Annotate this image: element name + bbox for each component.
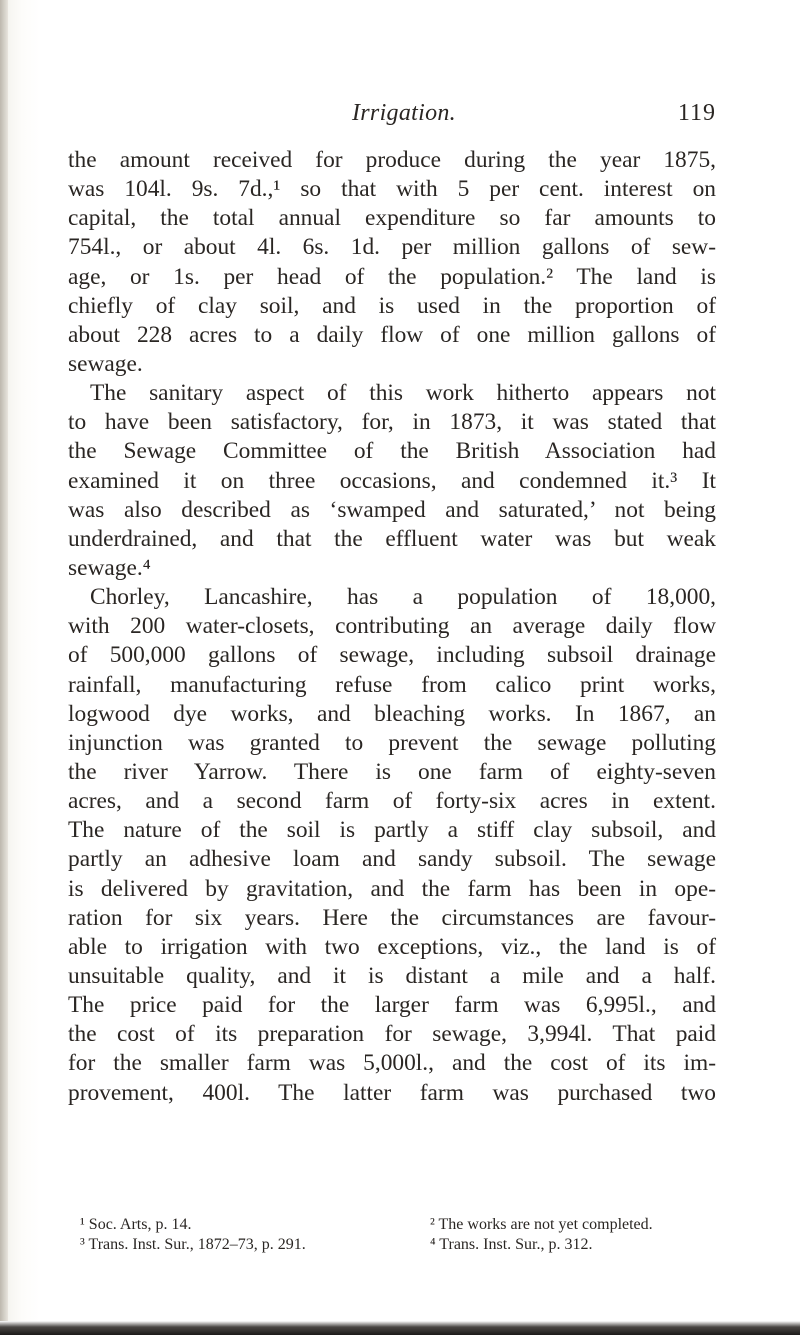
- footnote-2: ² The works are not yet completed.: [430, 1216, 653, 1233]
- text-line: ration for six years. Here the circumstances are favour-: [68, 904, 716, 931]
- text-line: 754l., or about 4l. 6s. 1d. per million gallons of sew-: [68, 234, 716, 261]
- text-line: underdrained, and that the effluent water was but weak: [68, 525, 716, 552]
- footnote-3: ³ Trans. Inst. Sur., 1872–73, p. 291.: [80, 1236, 306, 1253]
- text-line: with 200 water-closets, contributing an average daily flow: [68, 613, 716, 640]
- text-line: the amount received for produce during the year 1875,: [68, 147, 716, 173]
- text-line: is delivered by gravitation, and the farm has been in ope-: [68, 875, 716, 902]
- text-line: capital, the total annual expenditure so far amounts to: [68, 205, 716, 232]
- footnote-row: [80, 1235, 720, 1255]
- text-line: partly an adhesive loam and sandy subsoil. The sewage: [68, 846, 716, 873]
- text-line: sewage.: [68, 350, 143, 377]
- text-line: able to irrigation with two exceptions, viz., the land is of: [68, 933, 716, 960]
- text-line: for the smaller farm was 5,000l., and the cost of its im-: [68, 1050, 716, 1077]
- text-line: The price paid for the larger farm was 6,995l., and: [68, 992, 716, 1019]
- footnote-1: ¹ Soc. Arts, p. 14.: [80, 1216, 192, 1233]
- text-line: to have been satisfactory, for, in 1873, it was stated that: [68, 409, 716, 436]
- text-line: was also described as ‘swamped and saturated,’ not being: [68, 496, 716, 523]
- text-line: the cost of its preparation for sewage, 3,994l. That paid: [68, 1021, 716, 1048]
- text-line: about 228 acres to a daily flow of one million gallons of: [68, 321, 716, 348]
- running-title: Irrigation.: [352, 100, 456, 126]
- text-line: age, or 1s. per head of the population.² The land is: [68, 263, 716, 290]
- text-line: of 500,000 gallons of sewage, including subsoil drainage: [68, 642, 716, 669]
- footnote-row: [80, 1215, 720, 1235]
- page-bottom-edge: [0, 1321, 800, 1335]
- text-line: chiefly of clay soil, and is used in the proportion of: [68, 292, 716, 319]
- text-line: the river Yarrow. There is one farm of eighty-seven: [68, 758, 716, 785]
- text-line: The nature of the soil is partly a stiff clay subsoil, and: [68, 817, 716, 844]
- text-line: Chorley, Lancashire, has a population of 18,000,: [90, 584, 716, 611]
- text-line: injunction was granted to prevent the sewage polluting: [68, 729, 716, 756]
- page-header: [68, 100, 716, 134]
- text-line: was 104l. 9s. 7d.,¹ so that with 5 per cent. interest on: [68, 176, 716, 203]
- text-line: The sanitary aspect of this work hitherto appears not: [90, 380, 716, 407]
- text-line: acres, and a second farm of forty-six acres in extent.: [68, 788, 716, 815]
- text-line: logwood dye works, and bleaching works. In 1867, an: [68, 700, 716, 727]
- footnotes: [80, 1215, 720, 1255]
- text-line: unsuitable quality, and it is distant a mile and a half.: [68, 962, 716, 989]
- page-number: 119: [677, 100, 716, 126]
- text-line: sewage.⁴: [68, 554, 151, 581]
- body-text: [68, 146, 716, 1108]
- text-line: provement, 400l. The latter farm was purchased two: [68, 1079, 716, 1106]
- text-line: examined it on three occasions, and condemned it.³ It: [68, 467, 716, 494]
- page-spine-shadow: [0, 0, 8, 1335]
- text-line: rainfall, manufacturing refuse from calico print works,: [68, 671, 716, 698]
- text-line: the Sewage Committee of the British Association had: [68, 438, 716, 465]
- footnote-4: ⁴ Trans. Inst. Sur., p. 312.: [430, 1236, 593, 1253]
